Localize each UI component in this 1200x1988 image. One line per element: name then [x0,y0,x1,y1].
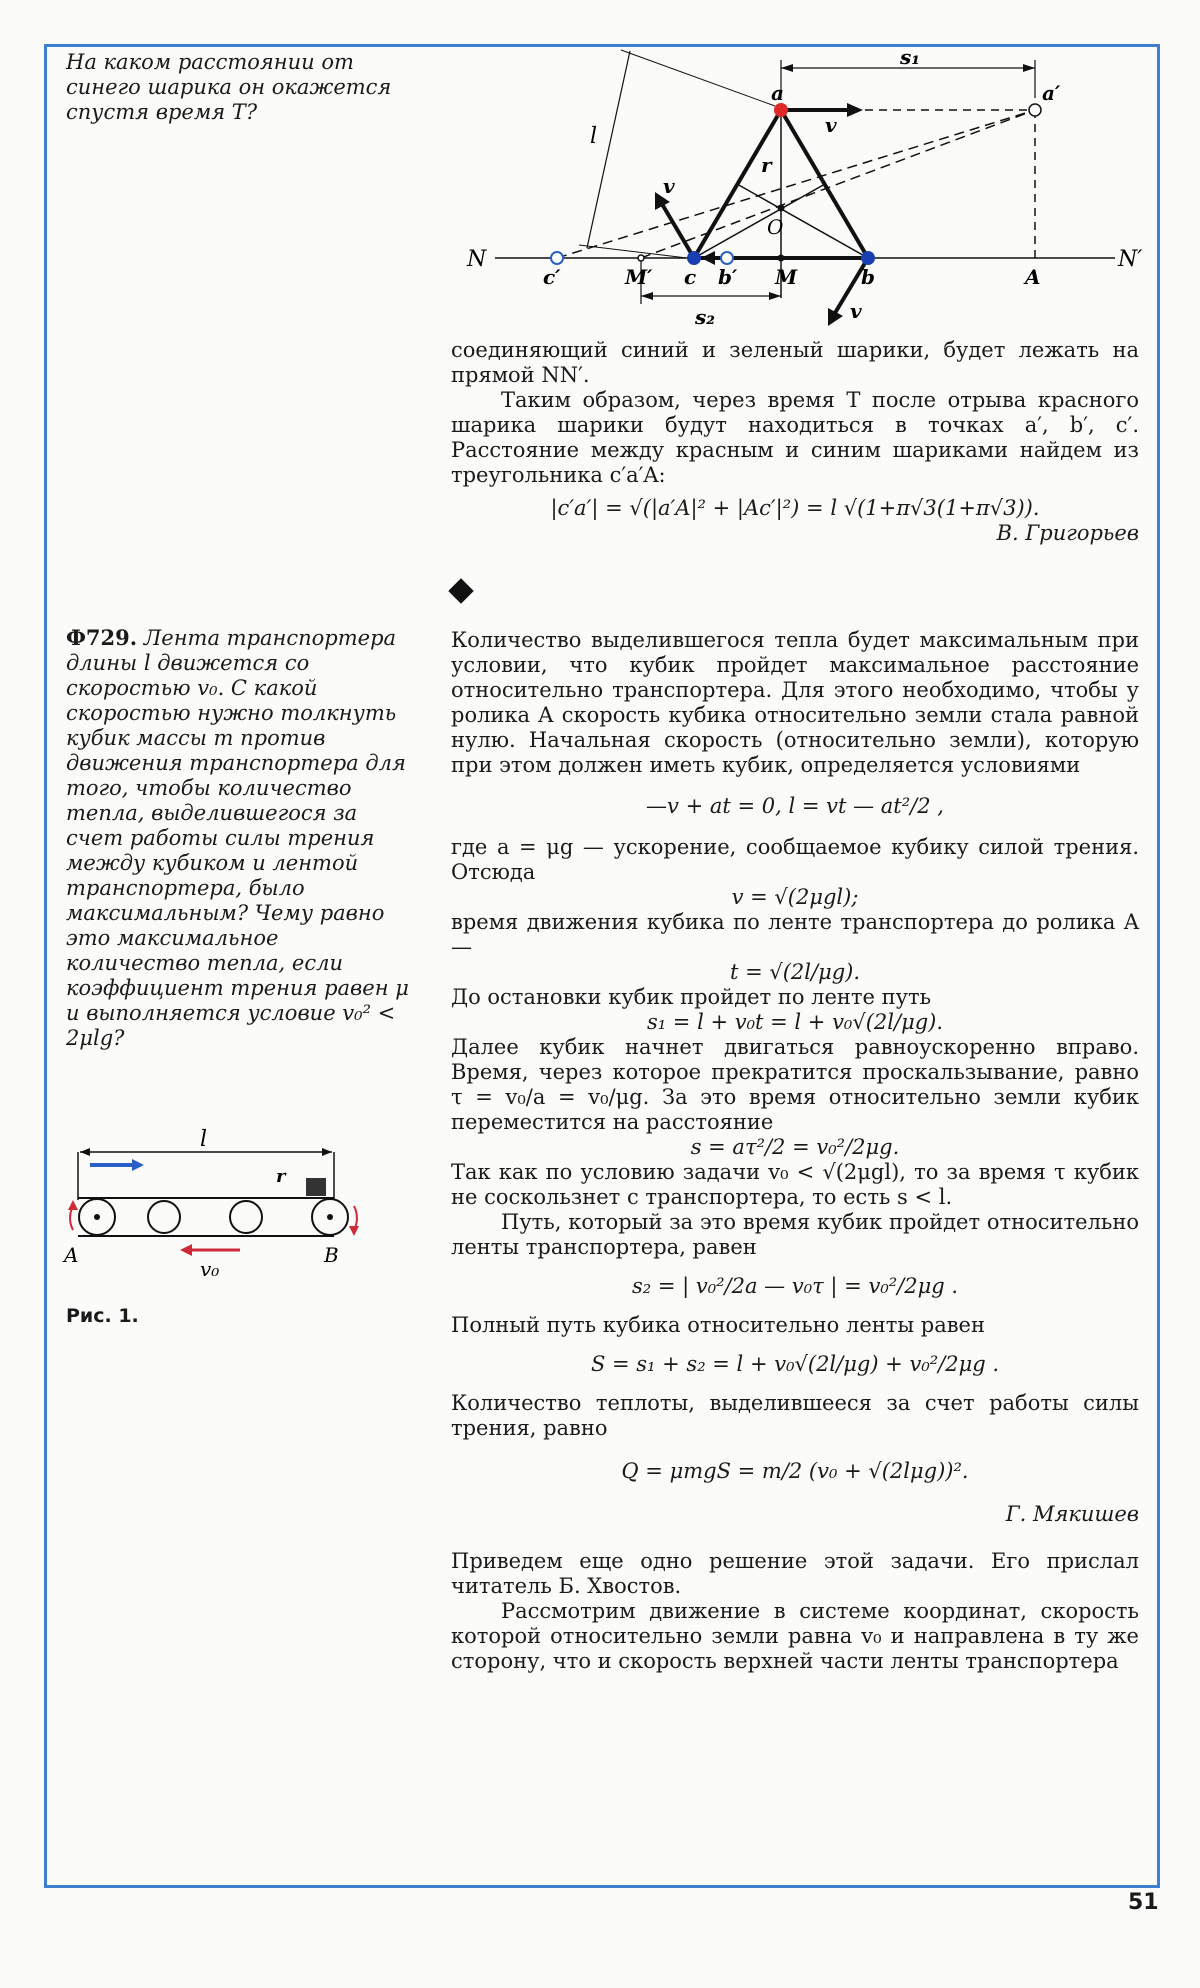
belt-arrow-red-head [180,1244,192,1256]
cube [306,1178,326,1196]
dim-s1-arrow-right [1023,64,1035,72]
page-number: 51 [1128,1890,1159,1915]
label-v-c: v [663,174,675,198]
problem-text: Лента транспортера длины l движется со скоростью v₀. С какой скоростью нужно толкнуть кубик массы m против движения транспортера для того, чтобы количество тепла, выделившегося за счет работы силы трения между кубиком и лентой транспортера, было максимальным? Чему равно это максимальное количество тепла, если коэффициент трения равен μ и выполняется условие v₀² < 2μlg? [66,626,409,1050]
point-Mp [638,255,644,261]
paragraph: соединяющий синий и зеленый шарики, будет лежать на прямой NN′. [451,338,1139,387]
label-r: r [276,1166,286,1187]
label-a: a [771,81,784,105]
point-bp [721,252,733,264]
label-Np: N′ [1118,247,1143,272]
dim-arrow-left [80,1148,90,1156]
equation: s₂ = | v₀²/2a — v₀τ | = v₀²/2μg . [631,1274,959,1298]
dim-s2-arrow-left [641,292,653,300]
label-b: b [861,265,875,289]
equation: t = √(2l/μg). [729,960,861,984]
dashed-Mp-ap [641,110,1035,258]
equation: v = √(2μgl); [731,885,859,909]
point-cp [551,252,563,264]
dim-arrow-right [322,1148,332,1156]
label-s2: s₂ [695,305,716,329]
label-l: l [200,1127,208,1152]
point-ap [1029,104,1041,116]
label-A: A [1025,265,1041,289]
problem-statement [66,625,411,1051]
arrow-v-a-head [847,103,863,117]
label-bp: b′ [718,265,738,289]
paragraph: Таким образом, через время T после отрыва красного шарика шарики будут находиться в точках a′, b′, c′. Расстояние между красным и синим шариками найдем из треугольника c′a′A: [451,388,1139,487]
dim-s1-arrow-left [781,64,793,72]
equation: |c′a′| = √(|a′A|² + |Ac′|²) = l √(1+π√3(1+π√3)). [550,496,1040,520]
ball-b [861,251,875,265]
dim-l [587,51,630,248]
signature: В. Григорьев [996,521,1139,545]
equation: S = s₁ + s₂ = l + v₀√(2l/μg) + v₀²/2μg . [590,1352,1000,1376]
label-cp: c′ [543,265,561,289]
label-Mp: M′ [625,265,653,289]
paragraph: Приведем еще одно решение этой задачи. Его прислал читатель Б. Хвостов. [451,1549,1139,1598]
equation: Q = μmgS = m/2 (v₀ + √(2lμg))². [621,1459,969,1483]
dim-l-ext-top [621,50,775,106]
label-c: c [684,265,697,289]
ball-blue-c [687,251,701,265]
label-ap: a′ [1042,81,1061,105]
paragraph: Полный путь кубика относительно ленты равен [451,1313,985,1337]
figure-caption: Рис. 1. [66,1305,139,1327]
ball-red-a [774,103,788,117]
paragraph: Путь, который за это время кубик пройдет относительно ленты транспортера, равен [451,1210,1139,1259]
belt-arrow-blue-head [132,1159,144,1171]
paragraph: Количество теплоты, выделившееся за счет работы силы трения, равно [451,1391,1139,1440]
label-s1: s₁ [900,48,921,69]
paragraph: время движения кубика по ленте транспортера до ролика A — [451,910,1139,959]
previous-problem-question: На каком расстоянии от синего шарика он окажется спустя время T? [66,50,392,124]
label-O: O [767,215,784,239]
roller-middle-1 [148,1201,180,1233]
label-v-b: v [850,299,862,323]
arrow-v-c [662,204,694,258]
equation: s₁ = l + v₀t = l + v₀√(2l/μg). [646,1010,944,1034]
roller-a-axis [94,1214,100,1220]
signature: Г. Мякишев [1005,1502,1139,1526]
problem-number: Ф729. [66,625,138,650]
figure-conveyor [40,1120,400,1290]
paragraph: Так как по условию задачи v₀ < √(2μgl), то за время τ кубик не соскользнет с транспортера, то есть s < l. [451,1160,1139,1209]
rotation-arrow-b-head [349,1226,359,1236]
label-v-a: v [825,113,837,137]
label-B: B [324,1243,339,1267]
equation: s = aτ²/2 = v₀²/2μg. [690,1135,900,1159]
solution-body [451,628,1139,1674]
label-N: N [467,247,487,272]
roller-b-axis [327,1214,333,1220]
label-v0: v₀ [200,1257,220,1281]
point-M [778,255,785,262]
equation: —v + at = 0, l = vt — at²/2 , [646,794,944,818]
dim-l-ext-bottom [579,245,687,258]
paragraph: Количество выделившегося тепла будет максимальным при условии, что кубик пройдет максимальное расстояние относительно транспортера. Для этого необходимо, чтобы у ролика A скорость кубика относительно земли стала равной нулю. Начальная скорость (относительно земли), которую при этом должен иметь кубик, определяется условиями [451,628,1139,777]
paragraph: Рассмотрим движение в системе координат, скорость которой относительно земли равна v₀ и направлена в ту же сторону, что и скорость верхней части ленты транспортера [451,1599,1139,1673]
figure-triangle-diagram [455,48,1155,340]
solution-previous-end [451,338,1139,546]
rotation-arrow-a-head [68,1200,78,1210]
label-A: A [64,1243,79,1267]
label-r: r [761,153,772,177]
paragraph: где a = μg — ускорение, сообщаемое кубику силой трения. Отсюда [451,835,1139,884]
paragraph: До остановки кубик пройдет по ленте путь [451,985,932,1009]
roller-middle-2 [230,1201,262,1233]
label-l: l [590,124,598,149]
paragraph: Далее кубик начнет двигаться равноускоренно вправо. Время, через которое прекратится проскальзывание, равно τ = v₀/a = v₀/μg. За это время относительно земли кубик переместится на расстояние [451,1035,1139,1134]
dim-s2-arrow-right [769,292,781,300]
label-M: M [775,265,798,289]
